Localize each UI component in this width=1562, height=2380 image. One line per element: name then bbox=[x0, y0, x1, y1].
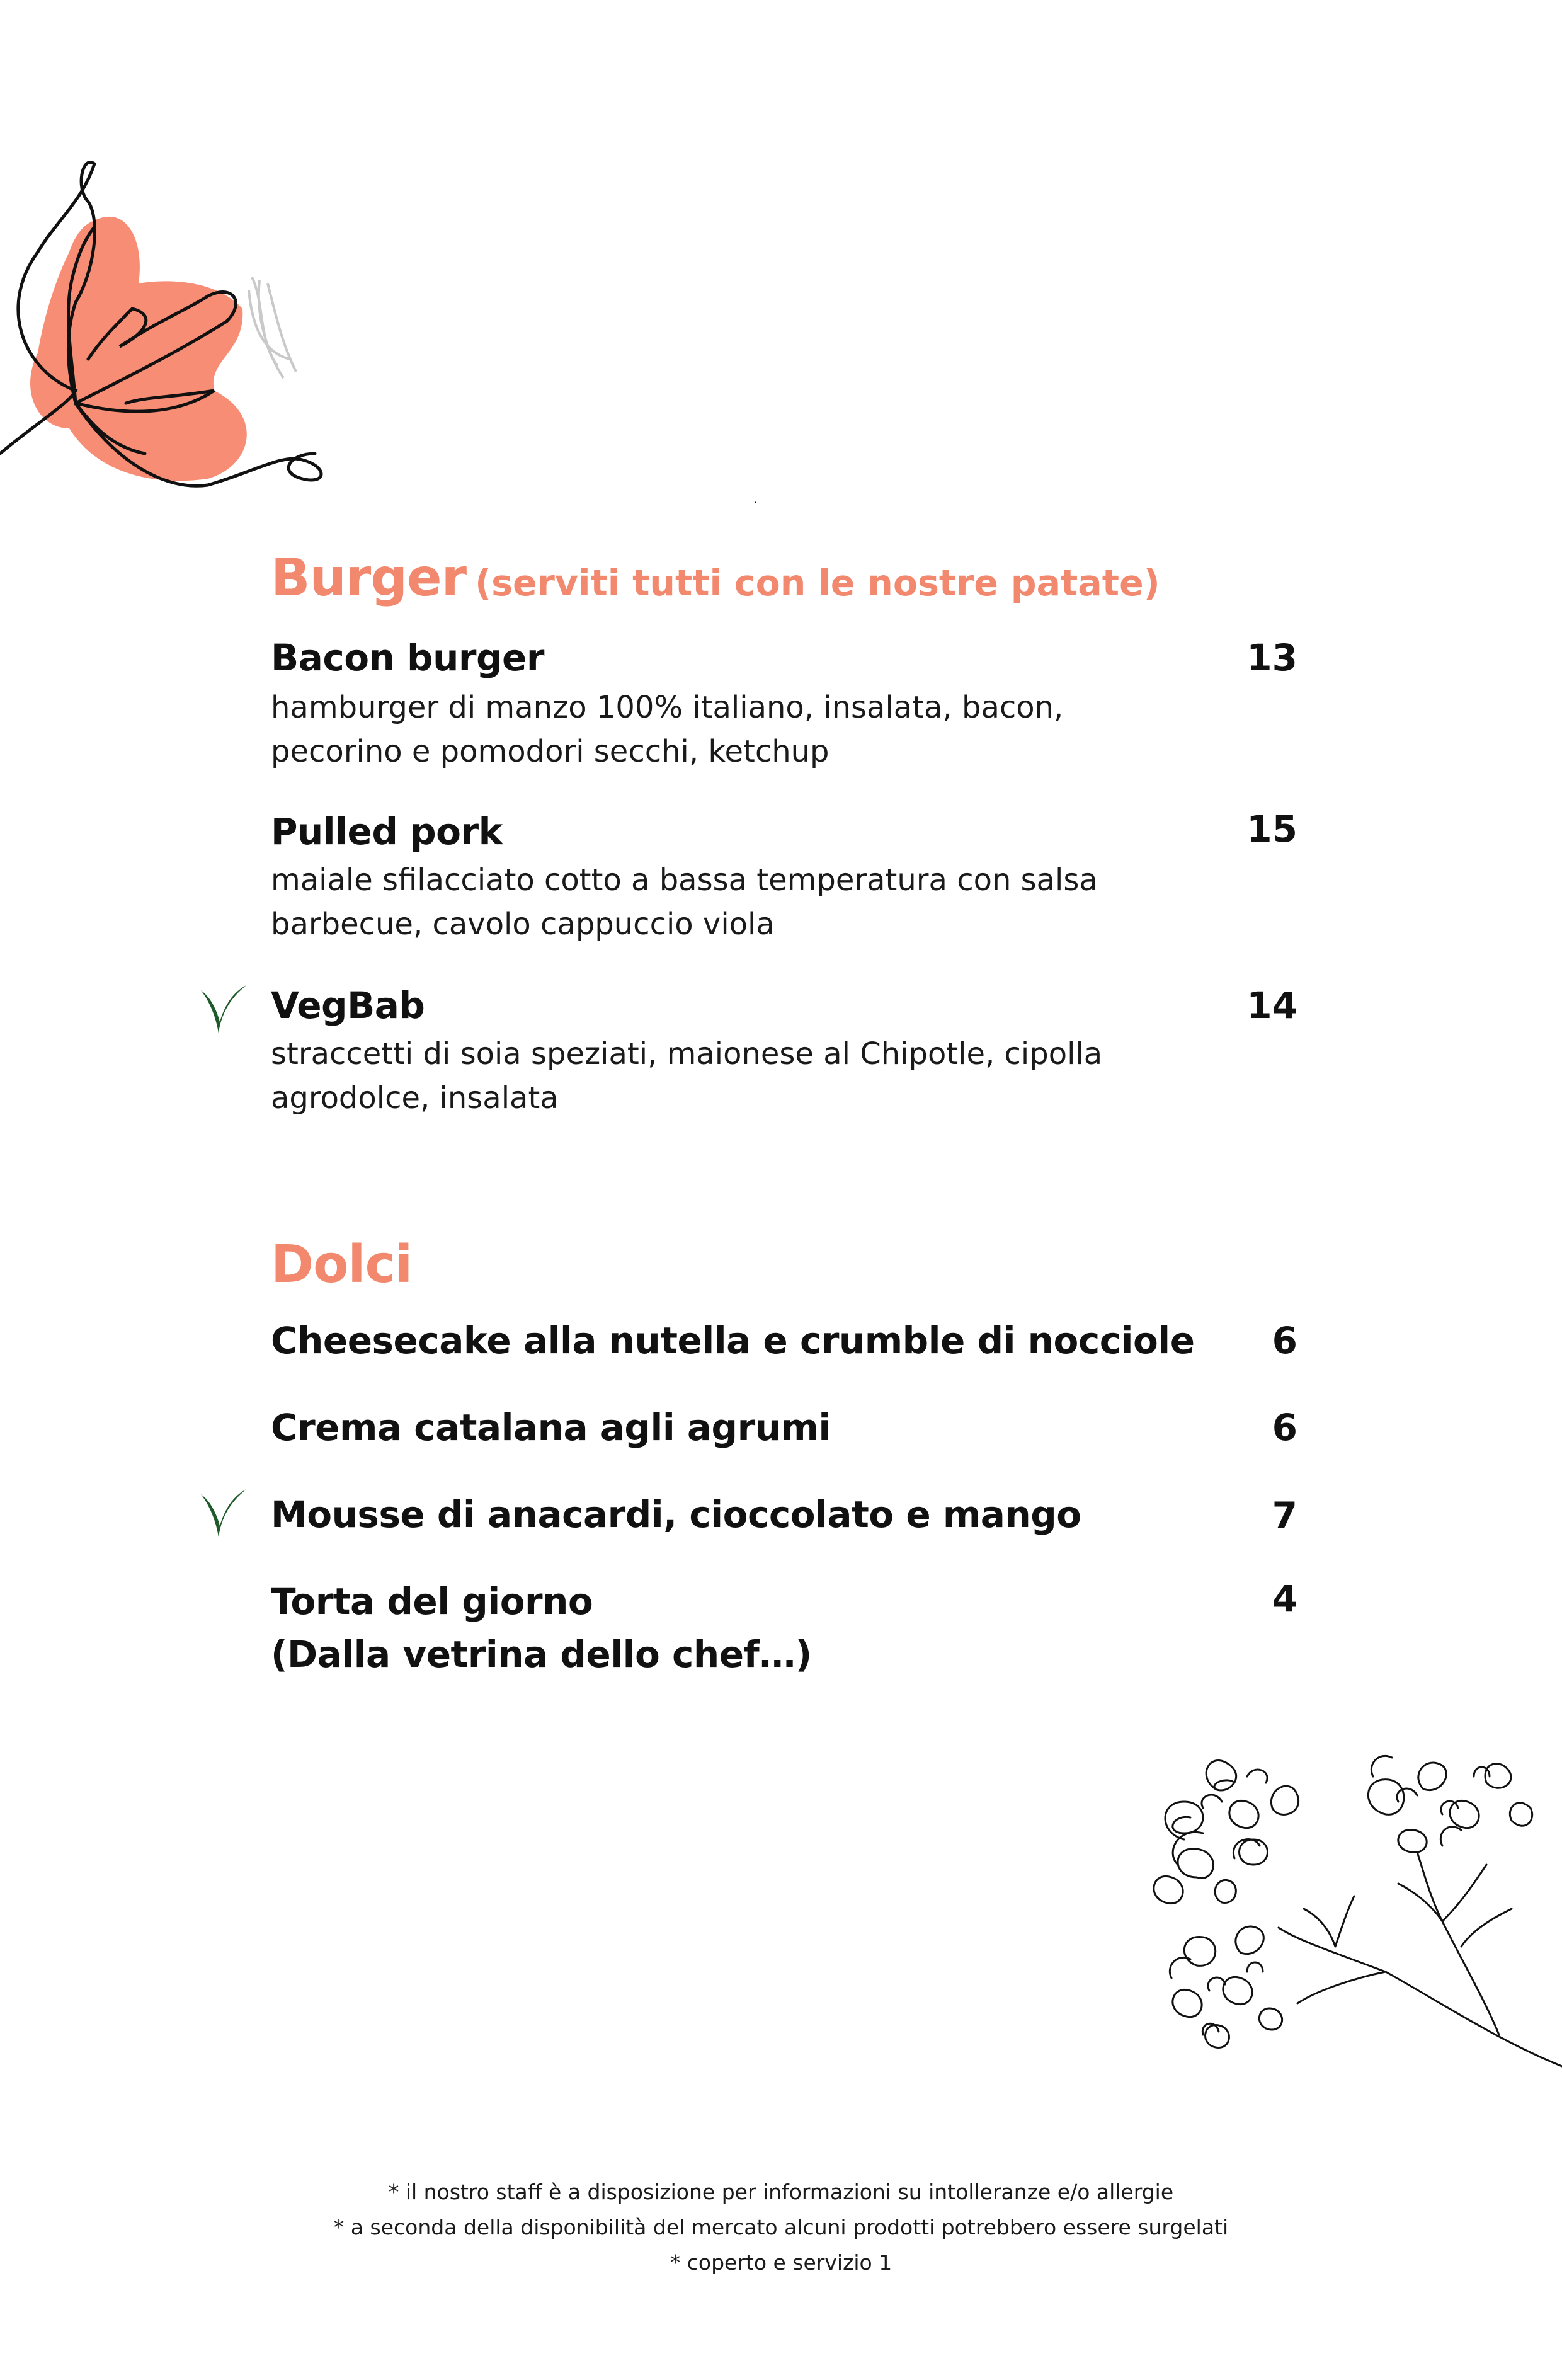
footer-note-frozen: * a seconda della disponibilità del mercato alcuni prodotti potrebbero essere surgelati bbox=[333, 2215, 1229, 2240]
dolci-item-name: Torta del giorno bbox=[271, 1580, 593, 1623]
burger-item-name: VegBab bbox=[271, 984, 425, 1027]
vegan-leaf-icon bbox=[198, 983, 249, 1036]
burger-item-price: 14 bbox=[1246, 984, 1297, 1027]
burger-item-desc: barbecue, cavolo cappuccio viola bbox=[271, 907, 775, 942]
burger-item-desc: maiale sfilacciato cotto a bassa temperatura con salsa bbox=[271, 862, 1098, 898]
section-title-burger bbox=[271, 548, 1160, 608]
burger-item-desc: pecorino e pomodori secchi, ketchup bbox=[271, 734, 829, 769]
dolci-item-name: Mousse di anacardi, cioccolato e mango bbox=[271, 1493, 1081, 1536]
burger-item-price: 13 bbox=[1246, 636, 1297, 679]
dolci-item-price: 6 bbox=[1272, 1319, 1297, 1362]
section-title-dolci bbox=[271, 1235, 412, 1295]
burger-item-name: Bacon burger bbox=[271, 636, 544, 679]
footer-note-cover-charge: * coperto e servizio 1 bbox=[670, 2250, 892, 2275]
dolci-item-name-note: (Dalla vetrina dello chef…) bbox=[271, 1633, 812, 1676]
flower-illustration-icon bbox=[0, 151, 340, 517]
dolci-item-price: 4 bbox=[1272, 1577, 1297, 1620]
burger-item-name: Pulled pork bbox=[271, 810, 503, 853]
burger-item-desc: agrodolce, insalata bbox=[271, 1080, 559, 1116]
burger-subtitle: (serviti tutti con le nostre patate) bbox=[475, 563, 1160, 604]
burger-item-price: 15 bbox=[1246, 808, 1297, 850]
dot-mark: . bbox=[753, 491, 758, 506]
dolci-item-price: 7 bbox=[1272, 1494, 1297, 1537]
dolci-item-name: Cheesecake alla nutella e crumble di nocciole bbox=[271, 1319, 1195, 1362]
vegan-leaf-icon bbox=[198, 1487, 249, 1540]
flowers-illustration-icon bbox=[1146, 1739, 1562, 2104]
burger-item-desc: straccetti di soia speziati, maionese al Chipotle, cipolla bbox=[271, 1036, 1103, 1072]
dolci-title: Dolci bbox=[271, 1235, 413, 1295]
dolci-item-name: Crema catalana agli agrumi bbox=[271, 1406, 831, 1449]
dolci-item-price: 6 bbox=[1272, 1406, 1297, 1449]
burger-item-desc: hamburger di manzo 100% italiano, insalata, bacon, bbox=[271, 690, 1064, 725]
footer-note-allergies: * il nostro staff è a disposizione per informazioni su intolleranze e/o allergie bbox=[388, 2180, 1174, 2204]
burger-title: Burger bbox=[271, 548, 467, 608]
